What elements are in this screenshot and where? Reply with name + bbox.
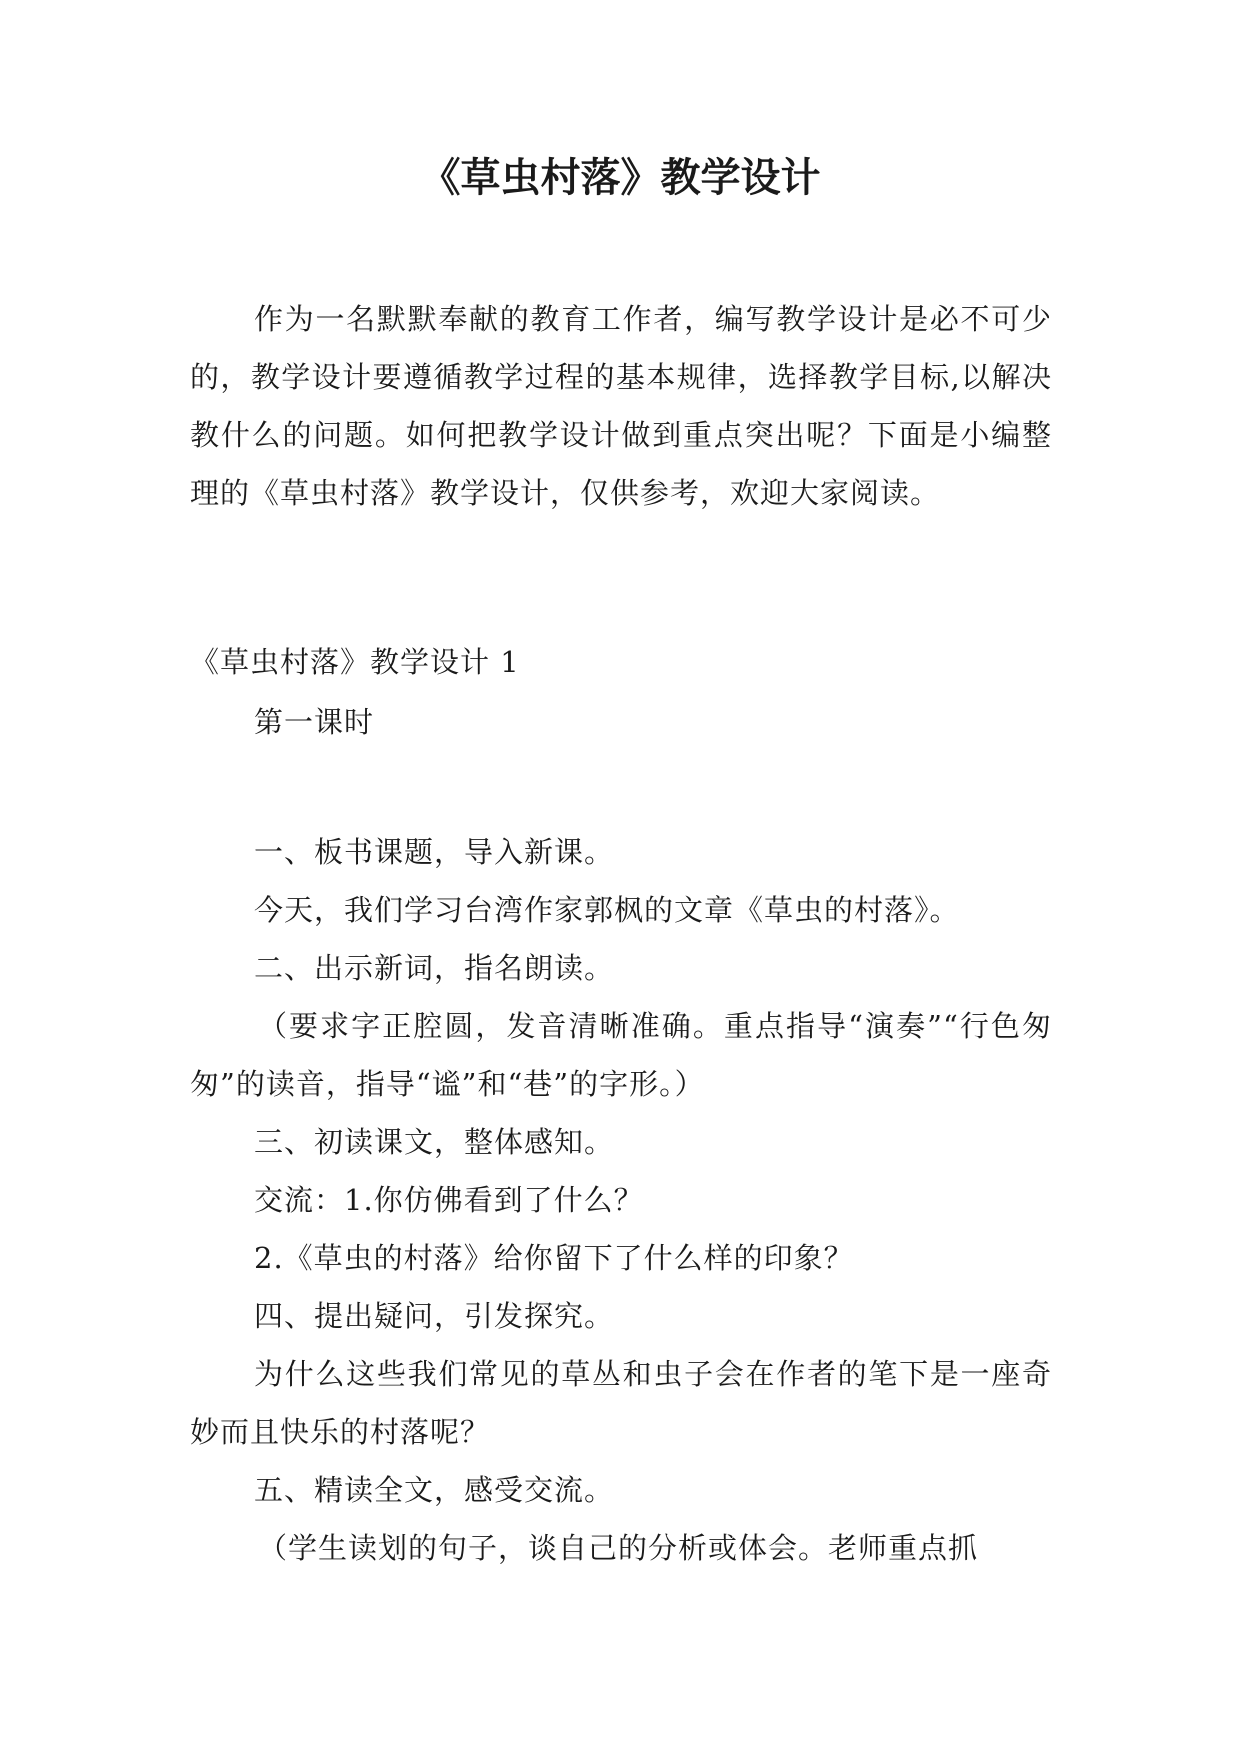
paragraph-9: 为什么这些我们常见的草丛和虫子会在作者的笔下是一座奇妙而且快乐的村落呢？ [190, 1357, 1052, 1449]
paragraph-6: 交流：1.你仿佛看到了什么？ [254, 1183, 644, 1217]
paragraph-1: 一、板书课题，导入新课。 [254, 835, 615, 869]
paragraph-11: （学生读划的句子，谈自己的分析或体会。老师重点抓 [258, 1531, 979, 1565]
document-title: 《草虫村落》教学设计 [420, 155, 821, 201]
paragraph-3: 二、出示新词，指名朗读。 [254, 951, 615, 985]
section-title: 《草虫村落》教学设计 1 [190, 645, 520, 679]
paragraph-5: 三、初读课文，整体感知。 [254, 1125, 615, 1159]
paragraph-7: 2.《草虫的村落》给你留下了什么样的印象？ [254, 1241, 854, 1275]
lesson-label: 第一课时 [254, 705, 375, 739]
intro-paragraph: 作为一名默默奉献的教育工作者，编写教学设计是必不可少的，教学设计要遵循教学过程的基本规律，选择教学目标,以解决教什么的问题。如何把教学设计做到重点突出呢？下面是小编整理的《草虫村落》教学设计，仅供参考，欢迎大家阅读。 [190, 302, 1052, 510]
paragraph-2: 今天，我们学习台湾作家郭枫的文章《草虫的村落》。 [254, 893, 960, 927]
lesson-content [190, 823, 1052, 1577]
paragraph-10: 五、精读全文，感受交流。 [254, 1473, 615, 1507]
paragraph-4: （要求字正腔圆，发音清晰准确。重点指导“演奏”“行色匆匆”的读音，指导“谧”和“巷”的字形。） [190, 1009, 1052, 1101]
paragraph-8: 四、提出疑问，引发探究。 [254, 1299, 615, 1333]
